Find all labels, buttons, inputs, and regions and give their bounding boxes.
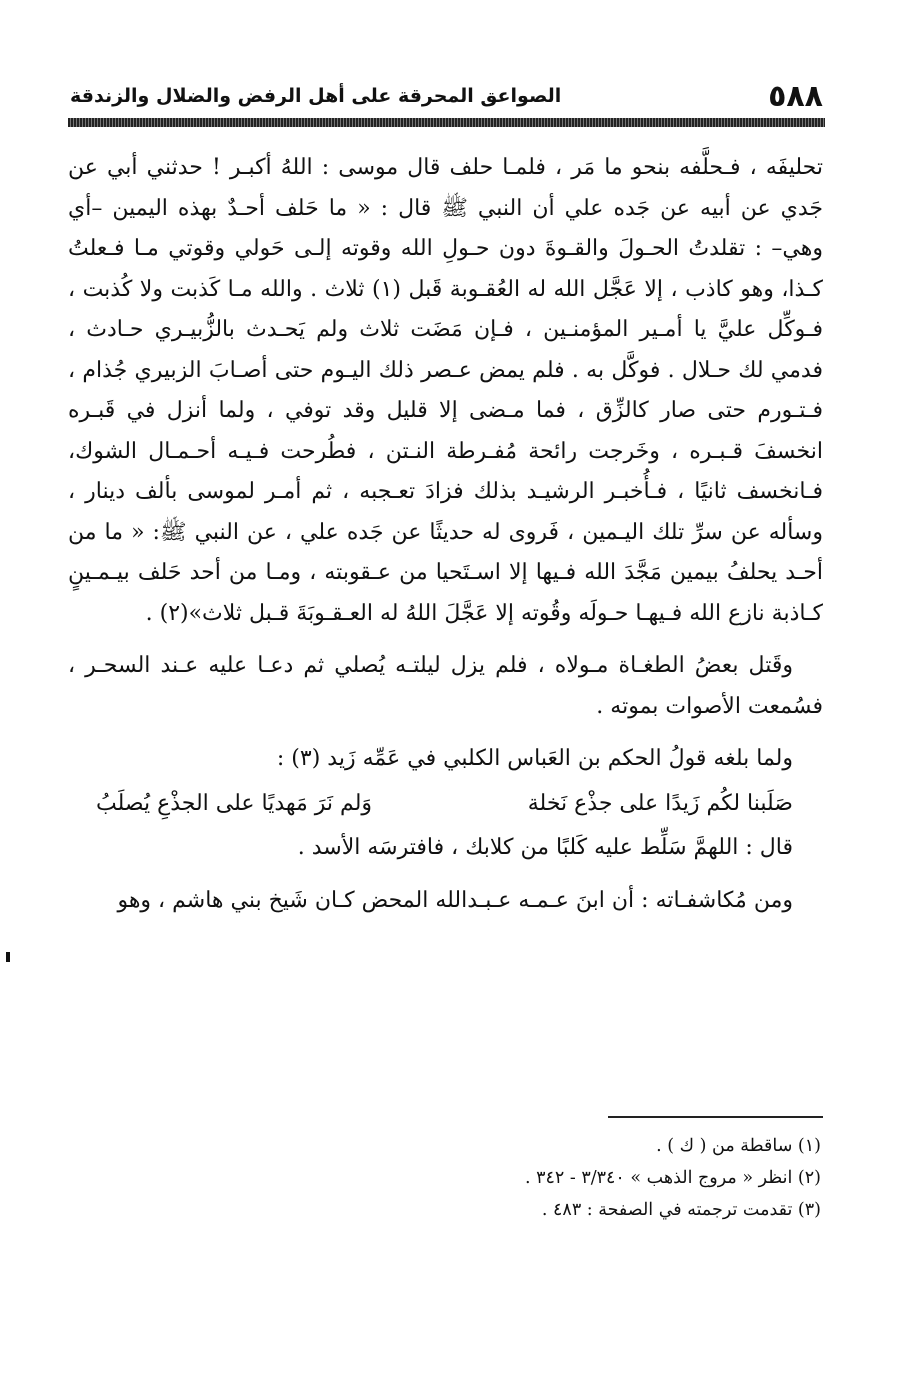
verse-first-hemistich: صَلَبنا لكُم زَيدًا على جذْع نَخلة: [527, 790, 793, 816]
paragraph: تحليفَه ، فـحلَّفه بنحو ما مَر ، فلمـا حلف قال موسى : اللهُ أكبـر ! حدثني أبي عن جَدي عن أبيه عن جَده علي أن النبي ﷺ قال : « ما حَلف أحـدٌ بهذه اليمين –أي وهي– : تقلدتُ الحـولَ والقـوةَ دون حـولِ الله وقوته إلـى حَولي وقوتي مـا فـعلتُ كـذا، وهو كاذب ، إلا عَجَّل الله له العُقـوبة قَبل (١) ثلاث . والله مـا كَذبت ولا كُذبت ، فـوكِّل عليَّ يا أمـير المؤمنـين ، فـإن مَضَت ثلاث ولم يَحـدث بالزُّبيـري حـادث ، فدمي لك حـلال . فوكَّل به . فلم يمض عـصر ذلك اليـوم حتى أصـابَ الزبيري جُذام ، فـتـورم حتى صار كالزِّق ، فما مـضى إلا قليل وقد توفي ، ولما أنزل في قَبـره انخسفَ قـبـره ، وخَرجت رائحة مُفـرطة النـتن ، فطُرحت فـيـه أحـمـال الشوك، فـانخسف ثانيًا ، فـأُخبـر الرشيـد بذلك فزادَ تعـجبه ، ثم أمـر لموسى بألف دينار ، وسأله عن سرِّ تلك اليـمين ، فَروى له حديثًا عن جَده علي ، عن النبي ﷺ: « ما من أحـد يحلفُ بيمين مَجَّدَ الله فـيها إلا اسـتَحيا من عـقوبته ، ومـا من أحد حَلف بيـمـينٍ كـاذبة نازع الله فـيهـا حـولَه وقُوته إلا عَجَّلَ اللهُ له العـقـوبَةَ قـبل ثلاث»(٢) .: [68, 155, 823, 626]
poem-verse: [68, 784, 823, 825]
running-title: الصواعق المحرقة على أهل الرفض والضلال والزندقة: [70, 85, 562, 107]
footnote: (٢) انظر « مروج الذهب » ٣/٣٤٠ - ٣٤٢ .: [524, 1168, 821, 1188]
footnote-divider: [608, 1116, 823, 1118]
paragraph: ولما بلغه قولُ الحكم بن العَباس الكلبي في عَمِّه زَيد (٣) :: [276, 746, 793, 771]
verse-second-hemistich: وَلم نَرَ مَهديًا على الجذْعِ يُصلَبُ: [96, 790, 373, 816]
main-text: [68, 148, 823, 921]
footnotes: [300, 1130, 821, 1226]
footnote: (٣) تقدمت ترجمته في الصفحة : ٤٨٣ .: [541, 1200, 821, 1220]
paragraph: ومن مُكاشفـاته : أن ابنَ عـمـه عـبـدالله المحض كـان شَيخ بني هاشم ، وهو: [117, 887, 793, 913]
scan-edge-mark: [6, 952, 10, 962]
page-number: ٥٨٨: [768, 78, 823, 114]
paragraph: قال : اللهمَّ سَلِّط عليه كَلبًا من كلابك ، فافترسَه الأسد .: [297, 835, 793, 860]
footnote: (١) ساقطة من ( ك ) .: [656, 1136, 821, 1156]
page-header: [70, 78, 823, 114]
paragraph: وقَتل بعضُ الطغـاة مـولاه ، فلم يزل ليلتـه يُصلي ثم دعـا عليه عـند السحـر ، فسُمعت الأصوات بموته .: [68, 653, 823, 719]
header-divider: [68, 118, 825, 127]
